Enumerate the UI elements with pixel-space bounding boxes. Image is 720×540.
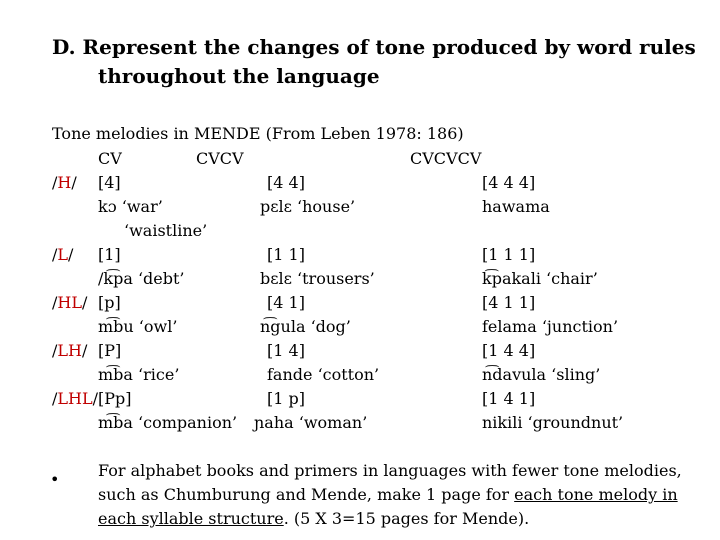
melody-l-cvcvcv-tone: [1 1 1] xyxy=(482,245,536,264)
melody-hl-cv-tone: [p] xyxy=(98,293,121,312)
melody-l-cv-tone: [1] xyxy=(98,245,121,264)
bullet-text-underlined: each tone melody in each syllable structure xyxy=(98,485,678,528)
melody-lhl-cv-tone: [Pp] xyxy=(98,389,132,408)
melody-l-label: /L/ xyxy=(52,245,74,264)
melody-hl-cvcv-tone: [4 1] xyxy=(267,293,305,312)
melody-lh-cvcv-example: fande ‘cotton’ xyxy=(267,365,380,384)
melody-lh-cvcv-tone: [1 4] xyxy=(267,341,305,360)
melody-lh-cv-tone: [P] xyxy=(98,341,122,360)
bullet-text-after: . (5 X 3=15 pages for Mende). xyxy=(283,509,530,528)
melody-l-cvcv-tone: [1 1] xyxy=(267,245,305,264)
title-line-2: throughout the language xyxy=(98,64,380,88)
melody-hl-cvcvcv-tone: [4 1 1] xyxy=(482,293,536,312)
melody-lh-cv-example: m͡ba ‘rice’ xyxy=(98,365,180,384)
melody-lh-cvcvcv-example: n͡davula ‘sling’ xyxy=(482,365,601,384)
melody-lhl-cvcvcv-tone: [1 4 1] xyxy=(482,389,536,408)
bullet-dot: • xyxy=(50,470,60,489)
melody-hl-label: /HL/ xyxy=(52,293,88,312)
melody-hl-cv-example: m͡bu ‘owl’ xyxy=(98,317,178,336)
melody-lh-label: /LH/ xyxy=(52,341,88,360)
melody-h-cv-example: kɔ ‘war’ xyxy=(98,197,163,216)
title-line-1: D. Represent the changes of tone produced by word rules xyxy=(52,35,696,59)
melody-h-cvcvcv-example: hawama xyxy=(482,197,550,216)
melody-lhl-cv-example: m͡ba ‘companion’ xyxy=(98,413,238,432)
melody-hl-cvcv-example: n͡gula ‘dog’ xyxy=(260,317,351,336)
melody-lhl-cvcvcv-example: nikili ‘groundnut’ xyxy=(482,413,624,432)
header-cvcv: CVCV xyxy=(196,149,244,168)
melody-h-cv-tone: [4] xyxy=(98,173,121,192)
melody-lhl-label: /LHL/ xyxy=(52,389,98,408)
intro-text: Tone melodies in MENDE (From Leben 1978: 186) xyxy=(52,124,464,143)
header-cv: CV xyxy=(98,149,122,168)
melody-l-cvcv-example: bɛlɛ ‘trousers’ xyxy=(260,269,375,288)
melody-l-cv-example: /k͡pa ‘debt’ xyxy=(98,269,185,288)
melody-h-cvcvcv-tone: [4 4 4] xyxy=(482,173,536,192)
melody-lhl-cvcv-example: ɲaha ‘woman’ xyxy=(254,413,368,432)
melody-lhl-cvcv-tone: [1 p] xyxy=(267,389,305,408)
bullet-text xyxy=(98,459,708,531)
slide-title xyxy=(52,33,702,91)
melody-lh-cvcvcv-tone: [1 4 4] xyxy=(482,341,536,360)
melody-hl-cvcvcv-example: felama ‘junction’ xyxy=(482,317,619,336)
melody-h-cvcv-example: pɛlɛ ‘house’ xyxy=(260,197,356,216)
header-cvcvcv: CVCVCV xyxy=(410,149,482,168)
melody-l-cvcvcv-example: k͡pakali ‘chair’ xyxy=(482,269,598,288)
melody-h-label: /H/ xyxy=(52,173,77,192)
melody-h-extra-gloss: ‘waistline’ xyxy=(124,221,208,240)
bullet-text-before: For alphabet books and primers in languages with fewer tone melodies, such as Chumburung and Mende, make 1 page for xyxy=(98,461,682,504)
melody-h-cvcv-tone: [4 4] xyxy=(267,173,305,192)
